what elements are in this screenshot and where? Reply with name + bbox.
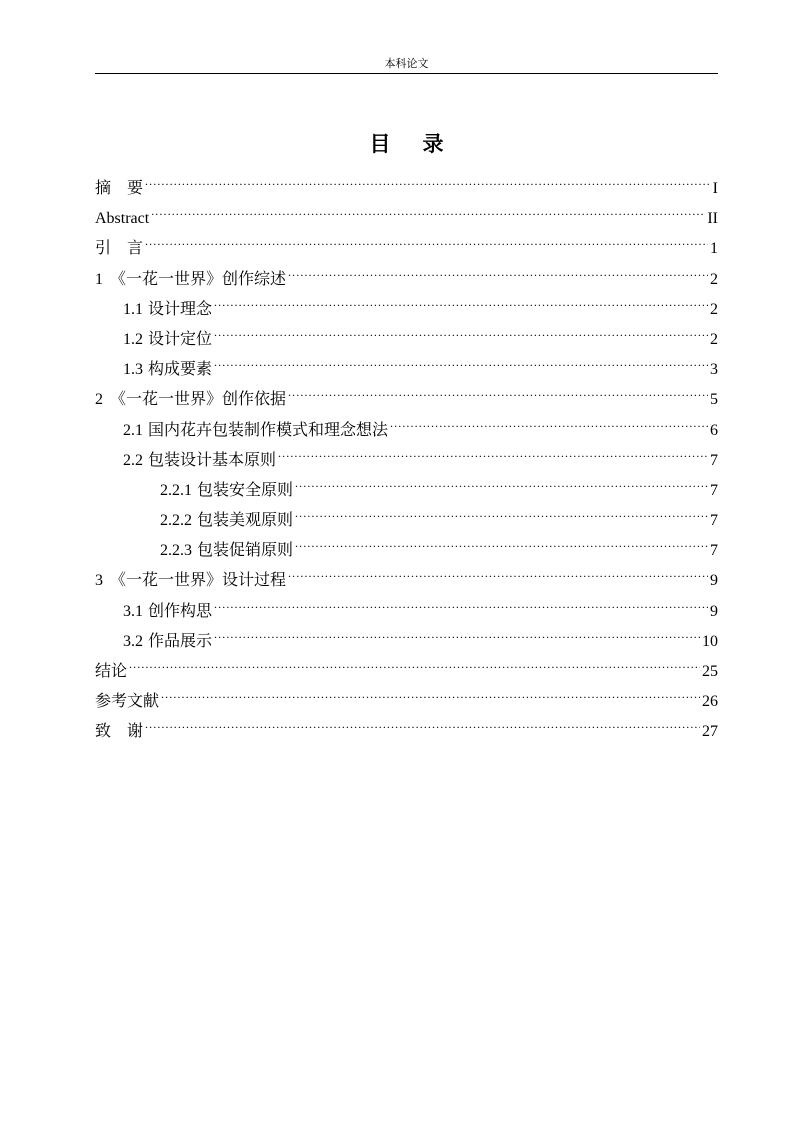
toc-entry-label: 包装安全原则 <box>197 479 294 499</box>
toc-entry-page: 25 <box>702 663 718 680</box>
toc-entry-acknowledgements[interactable] <box>95 706 718 741</box>
toc-entry-label: 结论 <box>95 661 128 680</box>
toc-entry-number: 3.1 <box>123 602 143 620</box>
toc-entry-label: 《一花一世界》设计过程 <box>110 570 287 590</box>
toc-leader-dots <box>288 555 708 585</box>
toc-entry-number: 1.2 <box>123 330 143 348</box>
toc-entry-label: 摘 要 <box>95 178 144 197</box>
toc-entry-number: 1.1 <box>123 300 143 318</box>
toc-leader-dots <box>145 163 711 193</box>
toc-entry-label: 包装设计基本原则 <box>148 449 277 469</box>
toc-entry-page: 7 <box>710 451 718 469</box>
header-rule <box>95 73 718 74</box>
toc-entry-number: 1 <box>95 270 103 288</box>
toc-entry-label: 创作构思 <box>148 600 213 620</box>
toc-leader-dots <box>214 616 700 646</box>
toc-entry-page: 2 <box>710 330 718 348</box>
toc-entry-label: 构成要素 <box>148 359 213 379</box>
toc-entry-label: 包装美观原则 <box>197 510 294 530</box>
toc-entry-references[interactable] <box>95 676 718 711</box>
toc-entry-label: 包装促销原则 <box>197 540 294 560</box>
toc-entry-label: 致 谢 <box>95 721 144 741</box>
toc-leader-dots <box>214 284 708 314</box>
toc-entry-number: 2.2.3 <box>160 542 192 560</box>
toc-entry-label: 设计定位 <box>148 328 213 348</box>
toc-leader-dots <box>390 405 708 435</box>
table-of-contents <box>95 163 718 741</box>
toc-leader-dots <box>214 344 708 374</box>
toc-entry-page: 6 <box>710 421 718 439</box>
toc-leader-dots <box>214 314 708 344</box>
toc-entry-number: 2.2.1 <box>160 481 192 499</box>
toc-entry-number: 2 <box>95 391 103 409</box>
toc-title <box>95 130 718 158</box>
toc-entry-page: 2 <box>710 300 718 318</box>
toc-entry-conclusion[interactable] <box>95 646 718 680</box>
toc-title-part2: 录 <box>422 131 444 156</box>
toc-leader-dots <box>278 435 708 465</box>
toc-entry-number: 3 <box>95 572 103 590</box>
toc-entry-page: 10 <box>702 632 718 650</box>
toc-title-part1: 目 <box>369 131 391 156</box>
toc-entry-number: 3.2 <box>123 632 143 650</box>
running-header: 本科论文 <box>384 57 429 70</box>
toc-entry-label: 作品展示 <box>148 630 213 650</box>
toc-entry-page: 7 <box>710 481 718 499</box>
toc-entry-chapter-1[interactable] <box>95 254 718 288</box>
toc-leader-dots <box>151 193 705 223</box>
toc-leader-dots <box>129 646 700 676</box>
toc-entry-page: 7 <box>710 542 718 560</box>
toc-leader-dots <box>145 706 700 736</box>
toc-entry-page: 26 <box>702 693 718 711</box>
toc-leader-dots <box>295 525 708 555</box>
toc-entry-label: 设计理念 <box>148 298 213 318</box>
toc-entry-label: 《一花一世界》创作依据 <box>110 389 287 409</box>
toc-entry-page: 7 <box>710 512 718 530</box>
toc-entry-page: 1 <box>710 240 718 258</box>
toc-entry-page: 9 <box>710 572 718 590</box>
toc-entry-page: II <box>707 210 718 228</box>
toc-entry-page: 5 <box>710 391 718 409</box>
toc-entry-number: 2.2.2 <box>160 512 192 530</box>
toc-leader-dots <box>161 676 700 706</box>
toc-leader-dots <box>145 223 708 253</box>
toc-entry-label: 引 言 <box>95 238 144 258</box>
toc-entry-label: Abstract <box>95 210 150 228</box>
toc-entry-label: 《一花一世界》创作综述 <box>110 268 287 288</box>
toc-entry-number: 2.1 <box>123 421 143 439</box>
toc-entry-number: 2.2 <box>123 451 143 469</box>
toc-entry-page: 9 <box>710 602 718 620</box>
toc-entry-page: 27 <box>702 723 718 741</box>
toc-entry-page: I <box>712 180 718 197</box>
toc-leader-dots <box>288 374 708 404</box>
toc-entry-abstract-en[interactable] <box>95 193 718 228</box>
toc-entry-introduction[interactable] <box>95 223 718 258</box>
toc-entry-number: 1.3 <box>123 361 143 379</box>
toc-entry-label: 国内花卉包装制作模式和理念想法 <box>148 419 389 439</box>
toc-leader-dots <box>295 495 708 525</box>
toc-entry-page: 3 <box>710 361 718 379</box>
toc-entry-abstract-zh[interactable] <box>95 163 718 197</box>
toc-leader-dots <box>295 465 708 495</box>
toc-leader-dots <box>288 254 708 284</box>
toc-entry-page: 2 <box>710 270 718 288</box>
toc-entry-label: 参考文献 <box>95 691 160 711</box>
toc-leader-dots <box>214 586 708 616</box>
